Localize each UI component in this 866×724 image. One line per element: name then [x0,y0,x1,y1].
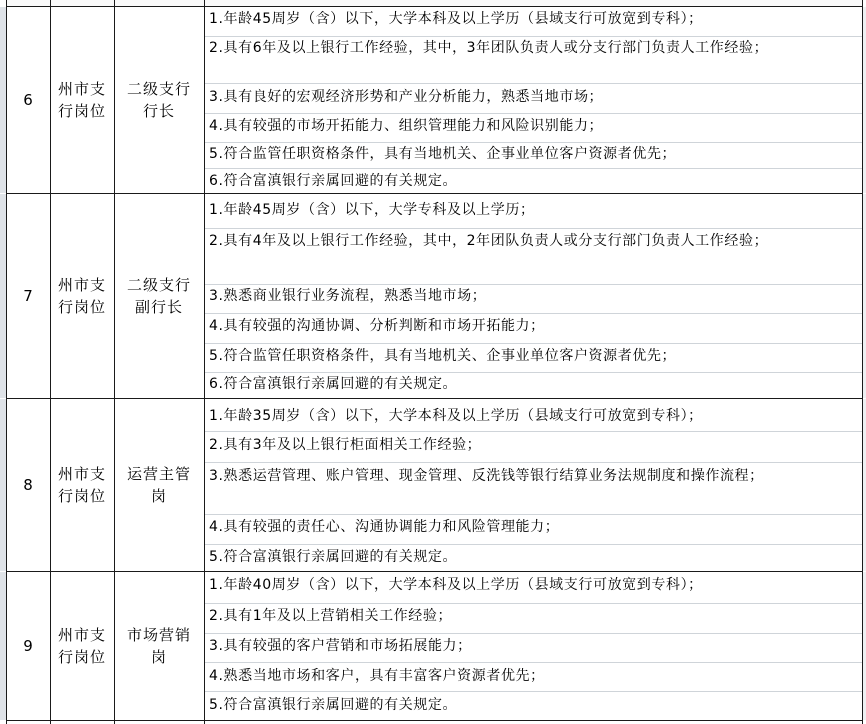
department-cell [50,399,114,571]
requirement-item: 3.具有较强的客户营销和市场拓展能力； [209,638,472,654]
requirement-item: 4.具有较强的市场开拓能力、组织管理能力和风险识别能力； [209,118,604,134]
requirement-item: 1.年龄45周岁（含）以下，大学本科及以上学历（县域支行可放宽到专科）； [209,11,703,27]
department-text: 州市支行岗位 [58,276,107,316]
gridline [204,83,863,84]
gridline [204,313,863,314]
requirement-item: 1.年龄45周岁（含）以下，大学专科及以上学历； [209,202,535,218]
department-text: 州市支行岗位 [58,465,107,505]
gridline [204,603,863,604]
gridline [204,662,863,663]
requirement-item: 5.符合监管任职资格条件，具有当地机关、企事业单位客户资源者优先； [209,348,677,364]
gridline [204,372,863,373]
position-text: 市场营销岗 [126,626,191,666]
requirement-item: 3.具有良好的宏观经济形势和产业分析能力，熟悉当地市场； [209,89,604,105]
gridline [204,168,863,169]
row-border [6,6,863,7]
gridline [204,691,863,692]
requirement-item: 3.熟悉运营管理、账户管理、现金管理、反洗钱等银行结算业务法规制度和操作流程； [209,468,764,484]
row-border [6,398,863,399]
department-text: 州市支行岗位 [58,80,107,120]
position-cell [114,399,204,571]
requirement-item: 5.符合监管任职资格条件，具有当地机关、企事业单位客户资源者优先； [209,146,677,162]
row-number: 9 [23,637,33,655]
row-number: 7 [23,287,33,305]
requirement-item: 2.具有6年及以上银行工作经验，其中，3年团队负责人或分支行部门负责人工作经验； [209,40,769,56]
requirement-item: 1.年龄40周岁（含）以下，大学本科及以上学历（县域支行可放宽到专科）； [209,577,703,593]
row-number: 8 [23,476,33,494]
position-text: 二级支行副行长 [126,276,191,316]
department-cell [50,194,114,398]
table-row [0,194,866,398]
requirement-item: 2.具有3年及以上银行柜面相关工作经验； [209,437,482,453]
department-cell [50,7,114,193]
requirement-item: 1.年龄35周岁（含）以下，大学本科及以上学历（县域支行可放宽到专科）； [209,408,703,424]
requirement-item: 4.熟悉当地市场和客户，具有丰富客户资源者优先； [209,668,545,684]
column-border [204,0,205,724]
row-border [6,720,863,721]
requirements-cell [204,7,863,193]
requirement-item: 5.符合富滇银行亲属回避的有关规定。 [209,549,458,565]
department-text: 州市支行岗位 [58,626,107,666]
table-row [0,7,866,193]
gridline [204,284,863,285]
position-text: 运营主管岗 [126,465,191,505]
column-border [50,0,51,724]
requirement-item: 3.熟悉商业银行业务流程，熟悉当地市场； [209,288,487,304]
position-cell [114,7,204,193]
requirement-item: 2.具有1年及以上营销相关工作经验； [209,608,453,624]
requirements-cell [204,399,863,571]
requirement-item: 6.符合富滇银行亲属回避的有关规定。 [209,173,458,189]
position-cell [114,572,204,720]
gridline [204,228,863,229]
requirement-item: 5.符合富滇银行亲属回避的有关规定。 [209,697,458,713]
position-cell [114,194,204,398]
table-row [0,572,866,720]
gridline [204,142,863,143]
column-border [114,0,115,724]
gridline [204,36,863,37]
gridline [204,514,863,515]
position-text: 二级支行行长 [126,80,191,120]
gridline [204,113,863,114]
requirements-cell [204,572,863,720]
column-border [6,0,7,724]
requirement-item: 6.符合富滇银行亲属回避的有关规定。 [209,376,458,392]
gridline [204,431,863,432]
department-cell [50,572,114,720]
gridline [204,544,863,545]
requirement-item: 2.具有4年及以上银行工作经验，其中，2年团队负责人或分支行部门负责人工作经验； [209,233,769,249]
gridline [204,343,863,344]
requirement-item: 4.具有较强的沟通协调、分析判断和市场开拓能力； [209,318,545,334]
row-border [6,193,863,194]
column-border [862,0,863,724]
requirement-item: 4.具有较强的责任心、沟通协调能力和风险管理能力； [209,519,560,535]
gridline [204,633,863,634]
table-row [0,399,866,571]
row-border [6,571,863,572]
requirements-cell [204,194,863,398]
row-number: 6 [23,91,33,109]
gridline [204,462,863,463]
